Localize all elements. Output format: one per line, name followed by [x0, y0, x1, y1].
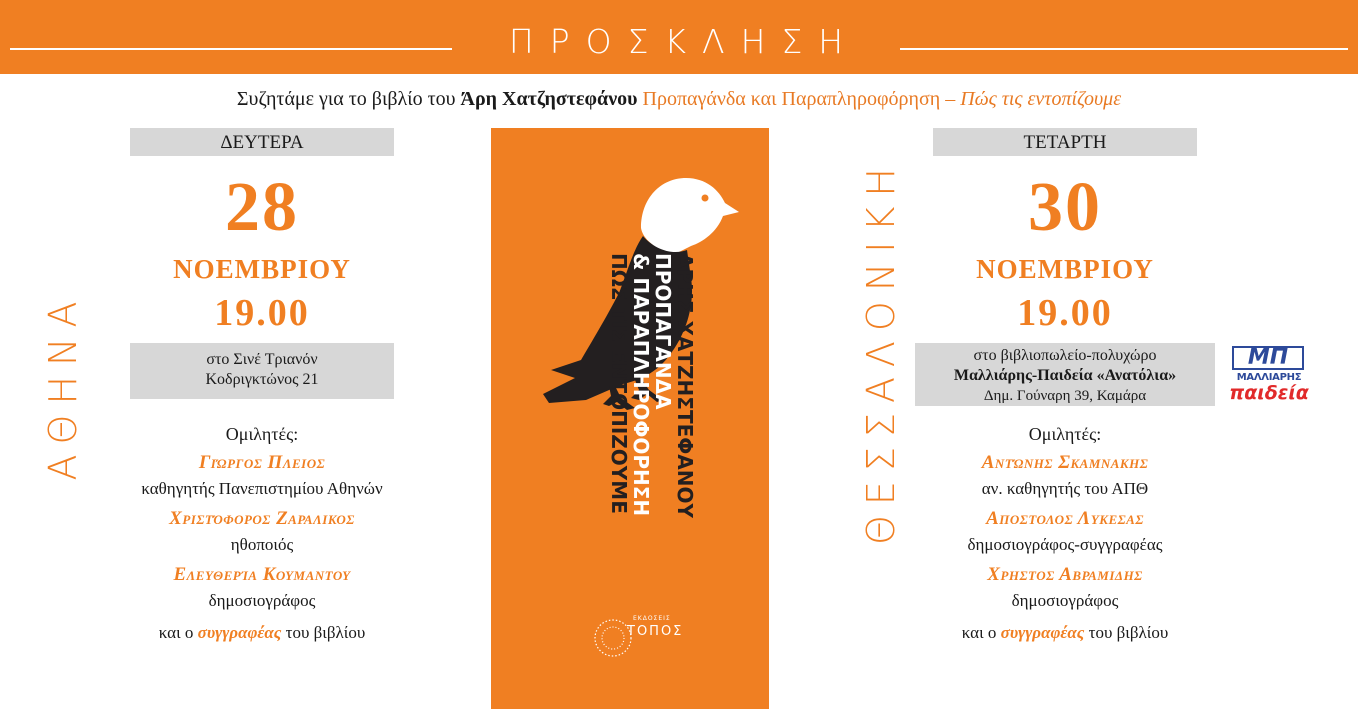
closing-suffix: του βιβλίου [281, 623, 366, 642]
header-rule-left [10, 48, 452, 50]
subtitle-author: Άρη Χατζηστεφάνου [460, 88, 638, 110]
cover-titles [566, 253, 696, 613]
speaker-name: Χρηστος Αβραμιδης [987, 564, 1143, 585]
athens-venue-name: στο Σινέ Τριανόν [206, 351, 318, 368]
closing-highlight: συγγραφέας [197, 623, 282, 642]
thessaloniki-speakers-label: Ομιλητές: [1028, 424, 1102, 444]
publisher-logo-mark [595, 620, 631, 656]
invitation-subtitle [0, 87, 1358, 111]
closing-highlight: συγγραφέας [1000, 623, 1085, 642]
speaker-role: καθηγητής Πανεπιστημίου Αθηνών [141, 479, 383, 498]
athens-day: ΔΕΥΤΕΡΑ [130, 128, 394, 156]
thessaloniki-speaker-1 [915, 452, 1215, 500]
subtitle-book-title: Προπαγάνδα και Παραπληροφόρηση [642, 88, 941, 110]
thessaloniki-speaker-2 [915, 508, 1215, 556]
thessaloniki-speaker-3 [915, 564, 1215, 612]
speaker-role: δημοσιογράφος-συγγραφέας [967, 535, 1163, 554]
city-thessaloniki: ΘΕΣΣΑΛΟΝΙΚΗ [859, 158, 903, 545]
header-rule-right [900, 48, 1348, 50]
thessaloniki-venue [915, 343, 1215, 406]
speaker-role: δημοσιογράφος [208, 591, 316, 610]
speaker-role: ηθοποιός [230, 535, 294, 554]
speaker-name: Ελευθερία Κουμαντου [173, 564, 351, 585]
thessaloniki-month: ΝΟΕΜΒΡΙΟΥ [976, 254, 1154, 284]
speaker-name: Αποστολος Λυκεσας [986, 508, 1144, 529]
athens-month: ΝΟΕΜΒΡΙΟΥ [173, 254, 351, 284]
closing-prefix: και ο [961, 623, 1001, 642]
thessaloniki-venue-type: στο βιβλιοπωλείο-πολυχώρο [973, 347, 1157, 364]
page-title: ΠΡΟΣΚΛΗΣΗ [508, 22, 860, 61]
thessaloniki-closing [915, 622, 1215, 644]
header-bar [0, 0, 1358, 74]
athens-speaker-1 [130, 452, 394, 500]
cover-title-3: ΠΩΣ ΤΙΣ ΕΝΤΟΠΙΖΟΥΜΕ [607, 253, 631, 514]
malliaris-paideia-logo [1228, 344, 1310, 406]
thessaloniki-day: ΤΕΤΑΡΤΗ [933, 128, 1197, 156]
subtitle-dash: – [940, 88, 961, 110]
city-athens: ΑΘΗΝΑ [41, 291, 85, 481]
speaker-role: αν. καθηγητής του ΑΠΘ [981, 479, 1149, 498]
cover-title-2: & ΠΑΡΑΠΛΗΡΟΦΟΡΗΣΗ [629, 253, 653, 517]
athens-date: 28 [225, 169, 299, 246]
thessaloniki-venue-name: Μαλλιάρης-Παιδεία «Ανατόλια» [953, 367, 1177, 384]
athens-speakers-label: Ομιλητές: [225, 424, 299, 444]
publisher-name: ΤΟΠΟΣ [627, 624, 684, 639]
thessaloniki-venue-address: Δημ. Γούναρη 39, Καμάρα [983, 388, 1147, 404]
cover-author: ΑΡΗΣ ΧΑΤΖΗΣΤΕΦΑΝΟΥ [673, 253, 697, 518]
athens-speaker-2 [130, 508, 394, 556]
logo-mark: ΜΠ [1232, 346, 1304, 370]
speaker-name: Αντώνης Σκαμνακης [981, 452, 1149, 473]
athens-venue-address: Κοδριγκτώνος 21 [205, 371, 319, 388]
publisher-small-label: ΕΚΔΟΣΕΙΣ [633, 615, 671, 622]
subtitle-prefix: Συζητάμε για το βιβλίο του [236, 88, 461, 110]
book-cover [491, 128, 769, 709]
thessaloniki-date: 30 [1028, 169, 1102, 246]
logo-name: ΜΑΛΛΙΑΡΗΣ [1236, 372, 1302, 383]
athens-time: 19.00 [214, 292, 310, 334]
closing-prefix: και ο [158, 623, 198, 642]
cover-title-1: ΠΡΟΠΑΓΑΝΔΑ [651, 253, 675, 410]
speaker-role: δημοσιογράφος [1011, 591, 1119, 610]
speaker-name: Γιώργος Πλειος [198, 452, 326, 473]
logo-brand: παιδεία [1229, 382, 1309, 404]
thessaloniki-time: 19.00 [1017, 292, 1113, 334]
athens-venue [130, 343, 394, 399]
athens-speaker-3 [130, 564, 394, 612]
subtitle-book-subtitle: Πώς τις εντοπίζουμε [960, 88, 1122, 110]
closing-suffix: του βιβλίου [1084, 623, 1169, 642]
athens-closing [130, 622, 394, 644]
speaker-name: Χριστόφορος Ζαραλικος [169, 508, 355, 529]
